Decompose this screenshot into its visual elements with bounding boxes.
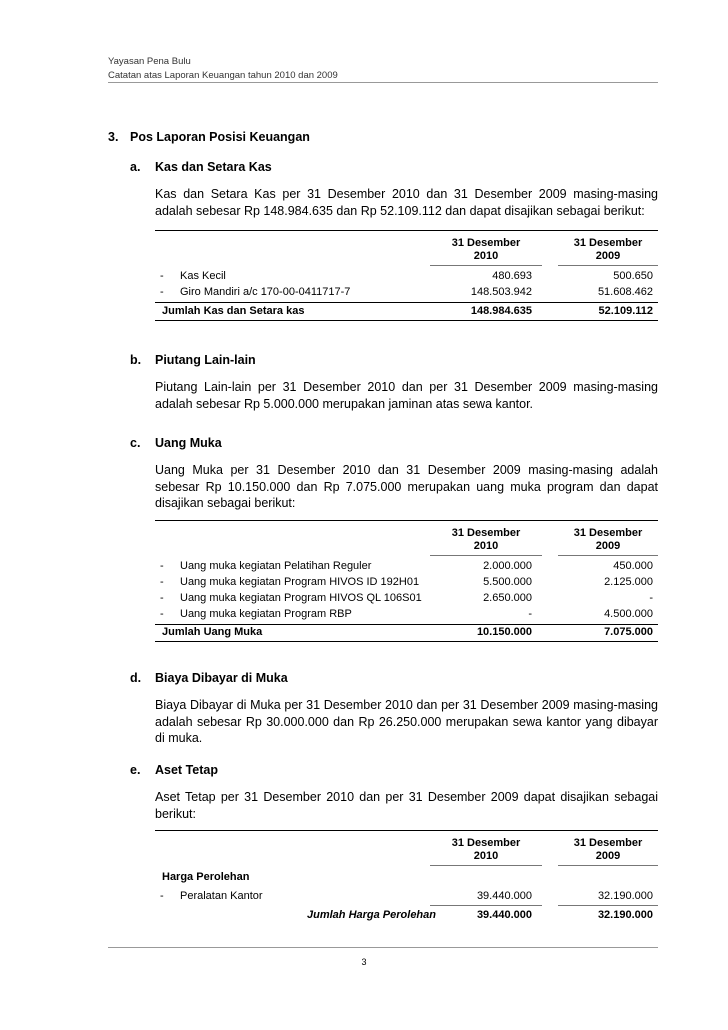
row-value-2010: 2.650.000 — [483, 592, 532, 604]
header-divider — [108, 82, 658, 83]
row-value-2009: 450.000 — [613, 560, 653, 572]
row-label: Peralatan Kantor — [180, 890, 263, 902]
row-value-2010: 5.500.000 — [483, 576, 532, 588]
table-row: - Giro Mandiri a/c 170-00-0411717-7 148.503.942 51.608.462 — [160, 286, 653, 298]
col-header-2009: 31 Desember 2009 — [573, 527, 643, 552]
total-label: Jumlah Harga Perolehan — [307, 909, 436, 921]
subsection-e-title: Aset Tetap — [155, 763, 218, 777]
table-top-rule — [155, 830, 658, 831]
row-label: Giro Mandiri a/c 170-00-0411717-7 — [180, 286, 351, 298]
section-title: Pos Laporan Posisi Keuangan — [130, 130, 310, 144]
table-top-rule — [155, 230, 658, 231]
table-total-row — [155, 625, 658, 639]
total-value-2009: 52.109.112 — [598, 305, 653, 317]
col-header-2010: 31 Desember 2010 — [451, 837, 521, 862]
table-row: - Uang muka kegiatan Program RBP - 4.500.000 — [160, 608, 653, 620]
total-value-2009: 32.190.000 — [597, 909, 653, 921]
subsection-a-paragraph: Kas dan Setara Kas per 31 Desember 2010 dan 31 Desember 2009 masing-masing adalah sebesar Rp 148.984.635 dan Rp 52.109.112 dan dapat disajikan sebagai berikut: — [155, 187, 658, 218]
col-underline — [430, 265, 542, 266]
col-header-2009: 31 Desember 2009 — [573, 237, 643, 262]
row-value-2009: 500.650 — [613, 270, 653, 282]
header-org: Yayasan Pena Bulu — [108, 56, 191, 67]
subsection-d-paragraph: Biaya Dibayar di Muka per 31 Desember 2010 dan per 31 Desember 2009 masing-masing adalah sebesar Rp 30.000.000 dan Rp 26.250.000 merupakan sewa kantor yang dibayar di muka. — [155, 698, 658, 745]
subsection-e-paragraph: Aset Tetap per 31 Desember 2010 dan per 31 Desember 2009 dapat disajikan sebagai berikut: — [155, 790, 658, 821]
table-total-row — [155, 304, 658, 318]
total-value-2010: 148.984.635 — [470, 305, 532, 317]
subsection-d-letter: d. — [130, 671, 142, 685]
subsection-a-title: Kas dan Setara Kas — [155, 160, 272, 174]
table-total-row — [155, 908, 658, 922]
row-value-2010: 480.693 — [492, 270, 532, 282]
row-value-2010: 39.440.000 — [476, 890, 532, 902]
header-doc-title: Catatan atas Laporan Keuangan tahun 2010 dan 2009 — [108, 70, 338, 81]
col-header-2009: 31 Desember 2009 — [573, 837, 643, 862]
table-row: - Uang muka kegiatan Pelatihan Reguler 2.000.000 450.000 — [160, 560, 653, 572]
total-rule — [155, 302, 658, 303]
row-value-2009: 51.608.462 — [597, 286, 653, 298]
row-value-2010: 148.503.942 — [470, 286, 532, 298]
col-underline — [430, 865, 542, 866]
row-label: Uang muka kegiatan Pelatihan Reguler — [180, 560, 372, 572]
subsection-b-title: Piutang Lain-lain — [155, 353, 256, 367]
col-header-2010: 31 Desember 2010 — [451, 527, 521, 552]
row-value-2009: 2.125.000 — [604, 576, 653, 588]
row-value-2009: 4.500.000 — [604, 608, 653, 620]
col-underline — [430, 555, 542, 556]
row-value-2010: - — [528, 608, 532, 620]
total-label: Jumlah Kas dan Setara kas — [162, 305, 305, 317]
col-underline — [558, 555, 658, 556]
row-label: Uang muka kegiatan Program RBP — [180, 608, 352, 620]
col-underline — [430, 905, 542, 906]
total-value-2009: 7.075.000 — [604, 626, 653, 638]
row-label: Uang muka kegiatan Program HIVOS QL 106S01 — [180, 592, 422, 604]
page-number: 3 — [361, 957, 367, 967]
subsection-b-letter: b. — [130, 353, 142, 367]
table-subheading: Harga Perolehan — [162, 871, 250, 883]
total-value-2010: 10.150.000 — [476, 626, 532, 638]
table-row: - Uang muka kegiatan Program HIVOS QL 106S01 2.650.000 - — [160, 592, 653, 604]
row-label: Kas Kecil — [180, 270, 226, 282]
col-underline — [558, 905, 658, 906]
row-label: Uang muka kegiatan Program HIVOS ID 192H01 — [180, 576, 420, 588]
table-top-rule — [155, 520, 658, 521]
col-header-2010: 31 Desember 2010 — [451, 237, 521, 262]
subsection-a-letter: a. — [130, 160, 141, 174]
col-underline — [558, 265, 658, 266]
subsection-d-title: Biaya Dibayar di Muka — [155, 671, 288, 685]
table-row: - Kas Kecil 480.693 500.650 — [160, 270, 653, 282]
table-row: - Peralatan Kantor 39.440.000 32.190.000 — [160, 890, 653, 902]
subsection-c-letter: c. — [130, 436, 141, 450]
row-value-2010: 2.000.000 — [483, 560, 532, 572]
row-value-2009: 32.190.000 — [597, 890, 653, 902]
section-number: 3. — [108, 130, 119, 144]
total-rule — [155, 320, 658, 321]
running-header — [108, 55, 338, 83]
subsection-b-paragraph: Piutang Lain-lain per 31 Desember 2010 dan per 31 Desember 2009 masing-masing adalah sebesar Rp 5.000.000 merupakan jaminan atas sewa kantor. — [155, 380, 658, 411]
row-value-2009: - — [649, 592, 653, 604]
subsection-c-paragraph: Uang Muka per 31 Desember 2010 dan 31 Desember 2009 masing-masing adalah sebesar Rp 10.150.000 dan Rp 7.075.000 merupakan uang muka program dan dapat disajikan sebagai berikut: — [155, 463, 658, 510]
subsection-c-title: Uang Muka — [155, 436, 222, 450]
col-underline — [558, 865, 658, 866]
total-value-2010: 39.440.000 — [476, 909, 532, 921]
total-rule — [155, 641, 658, 642]
footer-divider — [108, 947, 658, 948]
table-row: - Uang muka kegiatan Program HIVOS ID 192H01 5.500.000 2.125.000 — [160, 576, 653, 588]
total-label: Jumlah Uang Muka — [162, 626, 263, 638]
subsection-e-letter: e. — [130, 763, 141, 777]
